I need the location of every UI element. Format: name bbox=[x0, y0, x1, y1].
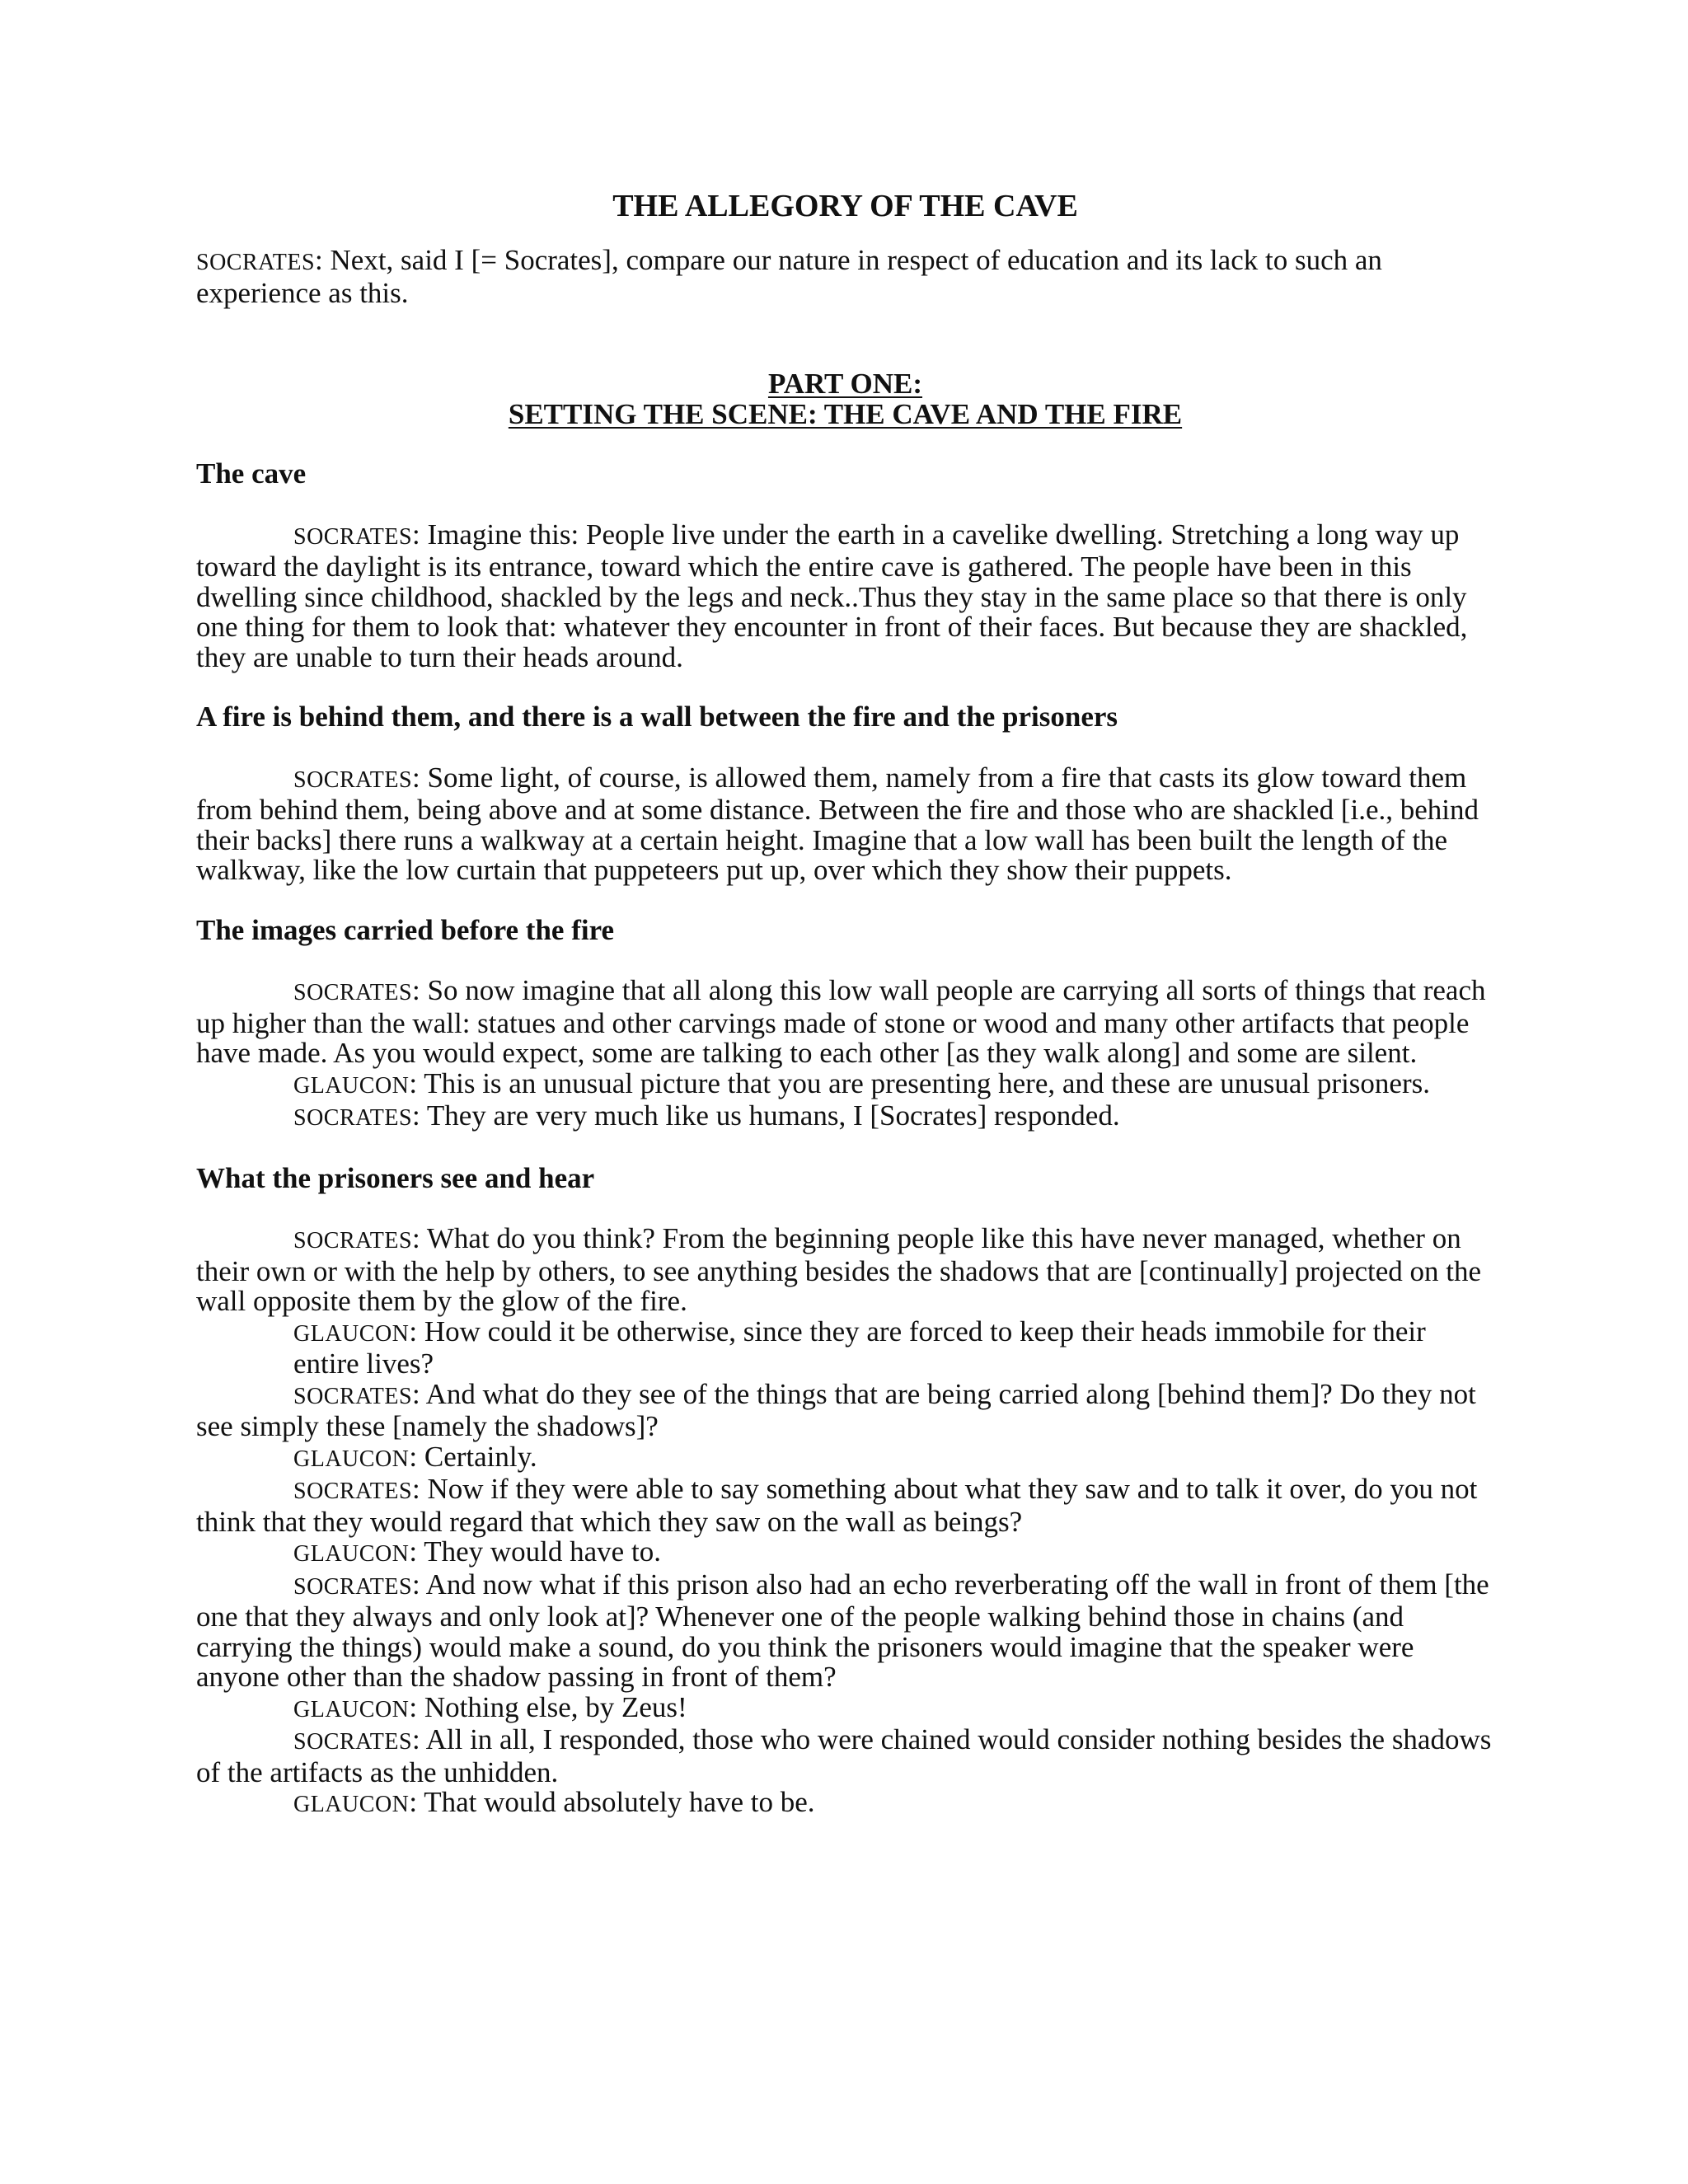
speech-paragraph bbox=[196, 1066, 1494, 1102]
speech-text: : And now what if this prison also had an echo reverberating off the wall in front of them [the one that they always and only look at]? Whenever one of the people walking behind those in chains (and carrying the things) would make a sound, do you think the prisoners would imagine that the speaker were anyone other than the shadow passing in front of them? bbox=[196, 1568, 1489, 1693]
document-title: THE ALLEGORY OF THE CAVE bbox=[612, 189, 1078, 223]
speaker-name: GLAUCON bbox=[293, 1696, 410, 1722]
part-heading-line-1: PART ONE: bbox=[767, 368, 923, 400]
speech-paragraph bbox=[196, 520, 1494, 673]
speaker-name: GLAUCON bbox=[293, 1446, 410, 1472]
speech-text: : This is an unusual picture that you are presenting here, and these are unusual prisoners. bbox=[409, 1066, 1430, 1099]
speech-text: : Some light, of course, is allowed them, namely from a fire that casts its glow toward them from behind them, being above and at some distance. Between the fire and those who are shackled [i.e., behind their backs] there runs a walkway at a certain height. Imagine that a low wall has been built the length of the walkway, like the low curtain that puppeteers put up, over which they show their puppets. bbox=[196, 761, 1479, 886]
part-heading-line-2: SETTING THE SCENE: THE CAVE AND THE FIRE bbox=[508, 397, 1183, 430]
speaker-name: GLAUCON bbox=[293, 1792, 410, 1817]
speaker-name: SOCRATES bbox=[293, 1228, 413, 1254]
speaker-name: SOCRATES bbox=[196, 250, 316, 275]
speech-paragraph bbox=[196, 976, 1494, 1069]
intro-paragraph bbox=[196, 246, 1494, 308]
speech-text: : How could it be otherwise, since they are forced to keep their heads immobile for their entire lives? bbox=[293, 1315, 1426, 1380]
speaker-name: SOCRATES bbox=[293, 1573, 413, 1600]
speech-text: : What do you think? From the beginning people like this have never managed, whether on their own or with the help by others, to see anything besides the shadows that are [continually] projected on the wall opposite them by the glow of the fire. bbox=[196, 1222, 1482, 1317]
speech-text: : They would have to. bbox=[409, 1535, 661, 1568]
speech-paragraph bbox=[196, 1570, 1494, 1693]
speech-paragraph bbox=[196, 1725, 1494, 1788]
section-heading: A fire is behind them, and there is a wall between the fire and the prisoners bbox=[196, 701, 1118, 733]
speaker-name: SOCRATES bbox=[293, 766, 413, 793]
part-heading bbox=[196, 369, 1494, 429]
speech-paragraph bbox=[196, 1377, 1494, 1442]
speech-paragraph bbox=[196, 1474, 1494, 1537]
speech-paragraph bbox=[196, 1537, 1494, 1570]
section-heading: What the prisoners see and hear bbox=[196, 1161, 595, 1194]
speaker-name: GLAUCON bbox=[293, 1320, 410, 1347]
speaker-name: SOCRATES bbox=[293, 523, 413, 550]
document-page bbox=[196, 188, 1494, 1821]
speech-paragraph bbox=[196, 1788, 1494, 1821]
section-heading: The images carried before the fire bbox=[196, 913, 615, 946]
speech-text: : That would absolutely have to be. bbox=[409, 1786, 815, 1818]
speech-text: : Next, said I [= Socrates], compare our nature in respect of education and its lack to such an experience as this. bbox=[196, 244, 1382, 309]
speech-paragraph bbox=[196, 1442, 1494, 1475]
speech-text: : And what do they see of the things that are being carried along [behind them]? Do they not see simply these [namely the shadows]? bbox=[196, 1377, 1476, 1442]
speech-text: : They are very much like us humans, I [Socrates] responded. bbox=[412, 1099, 1120, 1132]
speaker-name: GLAUCON bbox=[293, 1072, 410, 1099]
speaker-name: SOCRATES bbox=[293, 1383, 413, 1409]
section-heading: The cave bbox=[196, 457, 307, 490]
speaker-name: SOCRATES bbox=[293, 980, 413, 1005]
speaker-name: SOCRATES bbox=[293, 1729, 413, 1755]
speech-text: : Certainly. bbox=[409, 1440, 537, 1473]
speech-text: : All in all, I responded, those who were chained would consider nothing besides the shadows of the artifacts as the unhidden. bbox=[196, 1723, 1492, 1788]
speech-paragraph bbox=[196, 1690, 1494, 1726]
speech-paragraph bbox=[196, 1317, 1494, 1380]
speaker-name: GLAUCON bbox=[293, 1541, 410, 1567]
sections-container bbox=[196, 459, 1494, 1821]
speech-text: : Imagine this: People live under the earth in a cavelike dwelling. Stretching a long way up toward the daylight is its entrance, toward which the entire cave is gathered. The people have been in this dwelling since childhood, shackled by the legs and neck..Thus they stay in the same place so that there is only one thing for them to look that: whatever they encounter in front of their faces. But because they are shackled, they are unable to turn their heads around. bbox=[196, 518, 1468, 673]
speech-paragraph bbox=[196, 1224, 1494, 1317]
speech-text: : Now if they were able to say something about what they saw and to talk it over, do you not think that they would regard that which they saw on the wall as beings? bbox=[196, 1473, 1478, 1538]
speech-paragraph bbox=[196, 763, 1494, 886]
speaker-name: SOCRATES bbox=[293, 1105, 413, 1131]
speech-paragraph bbox=[196, 1101, 1494, 1134]
speech-text: : So now imagine that all along this low wall people are carrying all sorts of things that reach up higher than the wall: statues and other carvings made of stone or wood and many other artifacts that people have made. As you would expect, some are talking to each other [as they walk along] and some are silent. bbox=[196, 974, 1486, 1069]
speaker-name: SOCRATES bbox=[293, 1479, 413, 1504]
speech-text: : Nothing else, by Zeus! bbox=[409, 1690, 687, 1723]
